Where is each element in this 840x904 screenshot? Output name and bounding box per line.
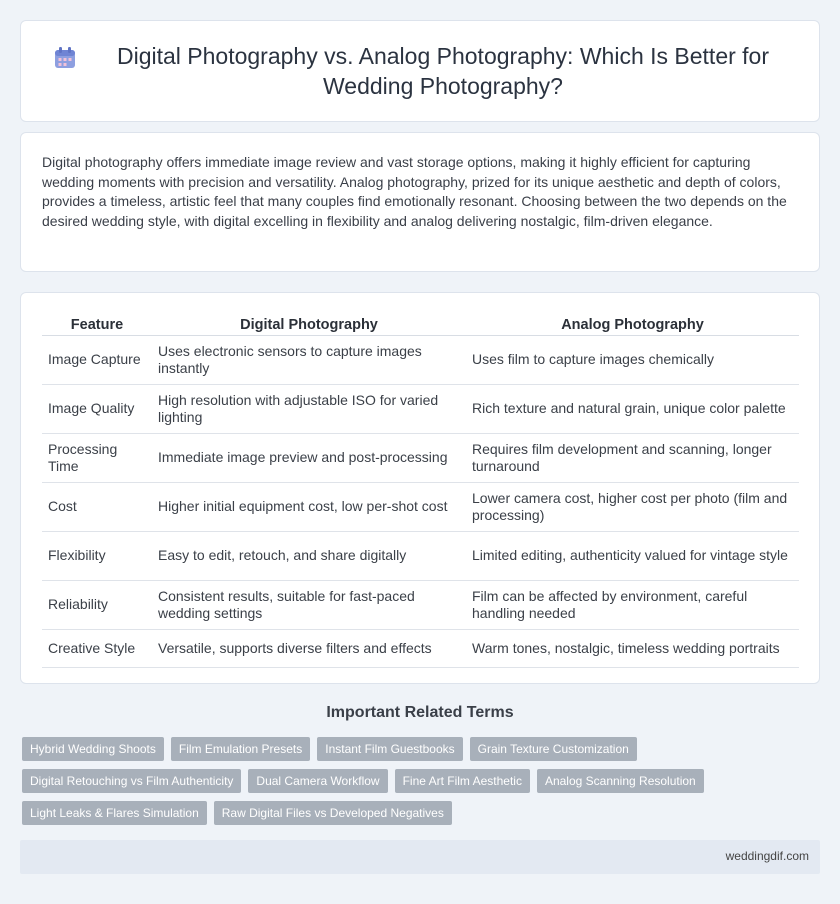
table-row: [42, 532, 799, 581]
analog-cell: Lower camera cost, higher cost per photo (film and processing): [466, 483, 799, 532]
tag-row: [22, 769, 822, 793]
tag-raw-digital-files-vs-developed-negatives[interactable]: Raw Digital Files vs Developed Negatives: [214, 801, 452, 825]
feature-cell: Image Capture: [42, 336, 152, 385]
tag-row: [22, 801, 822, 825]
digital-cell: Versatile, supports diverse filters and effects: [152, 630, 466, 668]
intro-card: [20, 132, 820, 272]
analog-cell: Warm tones, nostalgic, timeless wedding portraits: [466, 630, 799, 668]
tag-instant-film-guestbooks[interactable]: Instant Film Guestbooks: [317, 737, 462, 761]
table-row: [42, 434, 799, 483]
title-wrap: [40, 41, 800, 101]
analog-cell: Film can be affected by environment, careful handling needed: [466, 581, 799, 630]
related-terms-heading: Important Related Terms: [326, 704, 514, 721]
digital-cell: Higher initial equipment cost, low per-shot cost: [152, 483, 466, 532]
table-row: [42, 336, 799, 385]
table-row: [42, 385, 799, 434]
tag-hybrid-wedding-shoots[interactable]: Hybrid Wedding Shoots: [22, 737, 164, 761]
tag-dual-camera-workflow[interactable]: Dual Camera Workflow: [248, 769, 387, 793]
tag-analog-scanning-resolution[interactable]: Analog Scanning Resolution: [537, 769, 704, 793]
feature-cell: Reliability: [42, 581, 152, 630]
tag-row: [22, 737, 822, 761]
feature-cell: Processing Time: [42, 434, 152, 483]
footer: [20, 840, 820, 874]
digital-cell: High resolution with adjustable ISO for varied lighting: [152, 385, 466, 434]
footer-site-link[interactable]: weddingdif.com: [725, 849, 809, 863]
calendar-icon: [52, 45, 78, 71]
digital-cell: Immediate image preview and post-processing: [152, 434, 466, 483]
tag-light-leaks-flares-simulation[interactable]: Light Leaks & Flares Simulation: [22, 801, 207, 825]
tag-digital-retouching-vs-film-authenticity[interactable]: Digital Retouching vs Film Authenticity: [22, 769, 241, 793]
feature-cell: Flexibility: [42, 532, 152, 581]
page-title: Digital Photography vs. Analog Photography: Which Is Better for Wedding Photography?: [116, 43, 770, 99]
header-analog: Analog Photography: [466, 313, 799, 336]
related-terms-tags: [22, 737, 822, 833]
table-row: [42, 630, 799, 668]
analog-cell: Requires film development and scanning, longer turnaround: [466, 434, 799, 483]
table-header-row: [42, 313, 799, 336]
feature-cell: Cost: [42, 483, 152, 532]
feature-cell: Creative Style: [42, 630, 152, 668]
analog-cell: Rich texture and natural grain, unique color palette: [466, 385, 799, 434]
intro-paragraph: Digital photography offers immediate image review and vast storage options, making it highly efficient for capturing wedding moments with precision and versatility. Analog photography, prized for its unique aesthetic and depth of colors, provides a timeless, artistic feel that many couples find emotionally resonant. Choosing between the two depends on the desired wedding style, with digital excelling in flexibility and analog delivering nostalgic, film-driven elegance.: [42, 154, 787, 229]
tag-film-emulation-presets[interactable]: Film Emulation Presets: [171, 737, 310, 761]
tag-grain-texture-customization[interactable]: Grain Texture Customization: [470, 737, 637, 761]
feature-cell: Image Quality: [42, 385, 152, 434]
tag-fine-art-film-aesthetic[interactable]: Fine Art Film Aesthetic: [395, 769, 530, 793]
table-row: [42, 581, 799, 630]
digital-cell: Consistent results, suitable for fast-paced wedding settings: [152, 581, 466, 630]
digital-cell: Uses electronic sensors to capture images instantly: [152, 336, 466, 385]
comparison-card: [20, 292, 820, 684]
header-digital: Digital Photography: [152, 313, 466, 336]
title-card: [20, 20, 820, 122]
table-row: [42, 483, 799, 532]
analog-cell: Uses film to capture images chemically: [466, 336, 799, 385]
comparison-table: [42, 313, 799, 668]
header-feature: Feature: [42, 313, 152, 336]
digital-cell: Easy to edit, retouch, and share digitally: [152, 532, 466, 581]
analog-cell: Limited editing, authenticity valued for vintage style: [466, 532, 799, 581]
